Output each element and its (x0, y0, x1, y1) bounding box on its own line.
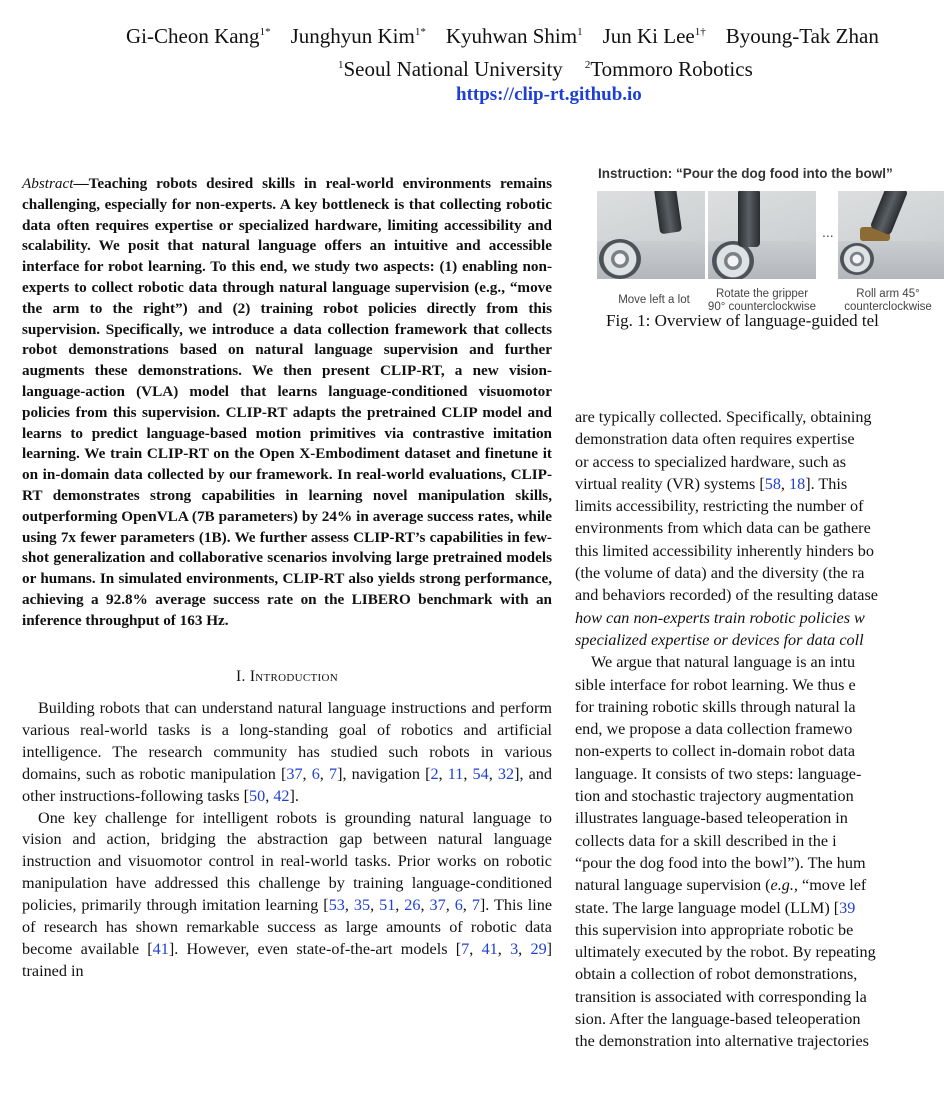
text-line: state. The large language model (LLM) [39 (575, 898, 856, 917)
citation-link[interactable]: 39 (839, 898, 856, 917)
bowl-image (599, 239, 641, 279)
right-column-body (575, 406, 944, 1053)
robot-arm-image (738, 191, 760, 247)
abstract-text: —Teaching robots desired skills in real-world environments remains challenging, especially for non-experts. A key bottleneck is that collecting robotic data often requires expertise or specialized hardware, limiting accessibility and scalability. We posit that natural language offers an intuitive and accessible interface for robot learning. To this end, we study two aspects: (1) enabling non-experts to collect robotic data through natural language supervision (e.g., “move the arm to the right”) and (2) training robot policies directly from this supervision. Specifically, we introduce a data collection framework that collects robot demonstrations based on natural language supervision and further augments these demonstrations. We then present CLIP-RT, a new vision-language-action (VLA) model that learns language-conditioned visuomotor policies from this supervision. CLIP-RT adapts the pretrained CLIP model and learns to predict language-based motion primitives via contrastive imitation learning. We train CLIP-RT on the Open X-Embodiment dataset and finetune it on in-domain data collected by our framework. In real-world evaluations, CLIP-RT demonstrates strong capabilities in learning novel manipulation skills, outperforming OpenVLA (7B parameters) by 24% in average success rates, while using 7x fewer parameters (1B). We further assess CLIP-RT’s capabilities in few-shot generalization and collaborative scenarios involving large pretrained models or humans. In simulated environments, CLIP-RT also yields strong performance, achieving a 92.8% average success rate on the LIBERO benchmark with an inference throughput of 163 Hz. (22, 175, 552, 629)
text-line: non-experts to collect in-domain robot data (575, 742, 856, 761)
affiliation: $^2$Tommoro Robotics (584, 57, 753, 81)
text-line: the demonstration into alternative trajectories (575, 1032, 869, 1051)
bowl-image (840, 243, 874, 275)
section-heading-introduction (22, 668, 552, 686)
citation-link[interactable]: 35 (353, 896, 371, 915)
text-line: (the volume of data) and the diversity (the ra (575, 564, 865, 583)
author-name: Gi-Cheon Kang$^{1*}$ (126, 24, 271, 48)
text-line: language. It consists of two steps: language- (575, 764, 862, 783)
text-line: illustrates language-based teleoperation in (575, 809, 848, 828)
text-line: “pour the dog food into the bowl”). The hum (575, 853, 866, 872)
section-title: Introduction (249, 668, 339, 685)
section-number: I. (235, 668, 246, 685)
citation-link[interactable]: 29 (530, 939, 547, 958)
author-affiliation-mark: 1† (694, 26, 706, 38)
author-affiliation-mark: 1* (414, 26, 426, 38)
citation-link[interactable]: 53 (328, 896, 345, 915)
intro-paragraph-2: One key challenge for intelligent robots is grounding natural language to vision and action, bridging the abstraction gap between natural language instruction and visuomotor control in real-world tasks. Prior works on robotic manipulation have addressed this challenge by training language-conditioned policies, primarily through imitation learning [53, 35, 51, 26, 37, 6, 7]. This line of research has shown remarkable success as large amounts of robotic data become available [41]. However, even state-of-the-art models [7, 41, 3, 29] trained in (22, 808, 553, 980)
affiliation: $^1$Seoul National University (338, 57, 563, 81)
citation-link[interactable]: 41 (481, 939, 498, 958)
citation-link[interactable]: 26 (404, 896, 421, 915)
citation-link[interactable]: 6 (311, 764, 320, 783)
text-line: ultimately executed by the robot. By repeating (575, 943, 876, 962)
figure-instruction-label: Instruction: “Pour the dog food into the bowl” (598, 166, 893, 181)
abstract (22, 174, 552, 632)
author-affiliation-mark: 1 (577, 26, 583, 38)
figure-ellipsis: ... (822, 224, 834, 240)
author-list (126, 24, 899, 49)
text-line: end, we propose a data collection framewo (575, 720, 853, 739)
robot-frame-1 (597, 191, 705, 279)
intro-paragraph-1: Building robots that can understand natural language instructions and perform various real-world tasks is a long-standing goal of robotics and artificial intelligence. The research community has studied such robots in various domains, such as robotic manipulation [37, 6, 7], navigation [2, 11, 54, 32], and other instructions-following tasks [50, 42]. (22, 699, 552, 805)
text-line: transition is associated with corresponding la (575, 987, 867, 1006)
author-name: Byoung-Tak Zhan (725, 24, 879, 48)
text-line: and behaviors recorded) of the resulting datase (575, 586, 878, 605)
citation-link[interactable]: 6 (454, 896, 463, 915)
citation-link[interactable]: 3 (510, 939, 519, 958)
text-line: collects data for a skill described in the i (575, 831, 837, 850)
author-name: Junghyun Kim$^{1*}$ (290, 24, 426, 48)
text-line: tion and stochastic trajectory augmentation (575, 787, 854, 806)
author-name: Kyuhwan Shim$^1$ (445, 24, 583, 48)
text-line: We argue that natural language is an intu (591, 653, 856, 672)
text-line: sion. After the language-based teleoperation (575, 1010, 861, 1029)
text-line: environments from which data can be gathere (575, 519, 871, 538)
affiliations (338, 57, 775, 82)
frame-caption-3: Roll arm 45° counterclockwise (844, 288, 932, 313)
citation-link[interactable]: 11 (447, 764, 464, 783)
citation-link[interactable]: 50 (249, 786, 266, 805)
text-line: virtual reality (VR) systems [58, 18]. This (575, 474, 848, 493)
project-url-link[interactable]: https://clip-rt.github.io (456, 84, 642, 105)
abstract-label: Abstract (22, 175, 74, 192)
citation-link[interactable]: 7 (328, 764, 338, 783)
text-line: demonstration data often requires expertise (575, 430, 855, 449)
robot-arm-image (870, 191, 908, 235)
citation-link[interactable]: 58 (764, 474, 781, 493)
text-line: are typically collected. Specifically, obtaining (575, 408, 872, 426)
text-line: or access to specialized hardware, such as (575, 452, 847, 471)
citation-link[interactable]: 37 (429, 896, 446, 915)
robot-frame-2 (708, 191, 816, 279)
citation-link[interactable]: 54 (472, 764, 489, 783)
text-line: for training robotic skills through natural la (575, 697, 856, 716)
citation-link[interactable]: 32 (497, 764, 515, 783)
robot-frame-3 (838, 191, 944, 279)
text-line: specialized expertise or devices for data coll (575, 630, 864, 649)
citation-link[interactable]: 7 (471, 896, 480, 915)
figure-caption: Fig. 1: Overview of language-guided tel (606, 311, 879, 330)
citation-link[interactable]: 18 (789, 474, 806, 493)
introduction-body (22, 698, 552, 983)
text-line: sible interface for robot learning. We thus e (575, 675, 856, 694)
text-line: obtain a collection of robot demonstrations, (575, 965, 858, 984)
text-line: limits accessibility, restricting the number of (575, 497, 864, 516)
robot-arm-image (654, 191, 682, 234)
text-line: natural language supervision (e.g., “move lef (575, 876, 867, 895)
text-line: this supervision into appropriate robotic be (575, 920, 854, 939)
citation-link[interactable]: 41 (152, 939, 169, 958)
text-line: this limited accessibility inherently hinders bo (575, 541, 874, 560)
frame-caption-2: Rotate the gripper 90° counterclockwise (707, 288, 817, 313)
citation-link[interactable]: 42 (273, 786, 290, 805)
author-affiliation-mark: 1* (259, 26, 271, 38)
citation-link[interactable]: 7 (461, 939, 470, 958)
text-line: how can non-experts train robotic policies w (575, 608, 865, 627)
citation-link[interactable]: 37 (286, 764, 303, 783)
citation-link[interactable]: 51 (379, 896, 396, 915)
frame-caption-1: Move left a lot (618, 294, 690, 306)
citation-link[interactable]: 2 (430, 764, 439, 783)
author-name: Jun Ki Lee$^{1\dagger}$ (602, 24, 706, 48)
